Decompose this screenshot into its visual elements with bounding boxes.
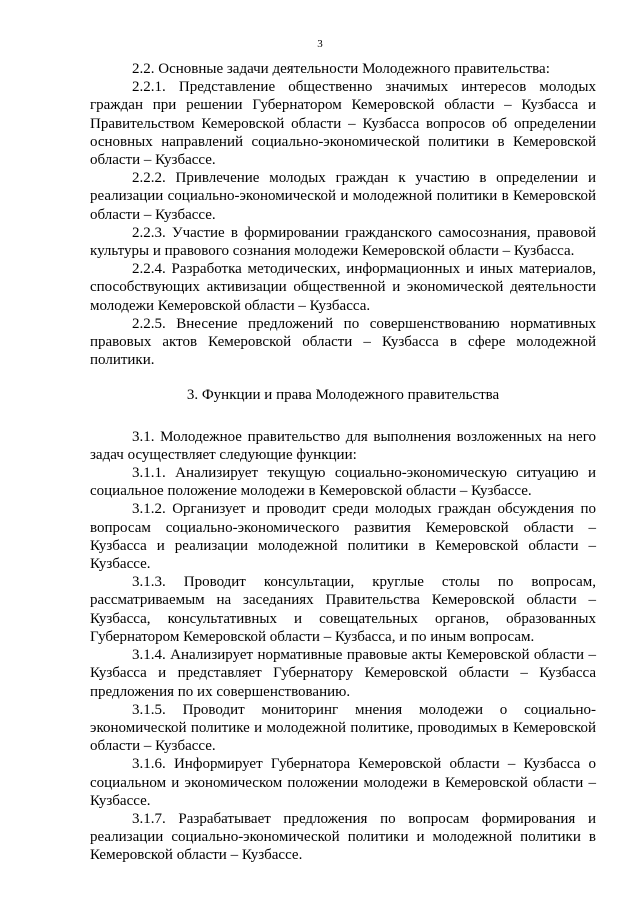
paragraph-2-2-3: 2.2.3. Участие в формировании гражданского самосознания, правовой культуры и правового сознания молодежи Кемеровской области – Кузбасса. [90,224,596,260]
paragraph-3-1-2: 3.1.2. Организует и проводит среди молодых граждан обсуждения по вопросам социально-экономического развития Кемеровской области – Кузбасса и реализации молодежной политики в Кемеровской области – Кузбассе. [90,501,596,573]
paragraph-3-1: 3.1. Молодежное правительство для выполнения возложенных на него задач осуществляет следующие функции: [90,428,596,463]
paragraph-2-2-1: 2.2.1. Представление общественно значимых интересов молодых граждан при решении Губернатором Кемеровской области – Кузбасса и Правительством Кемеровской области – Кузбасса вопросов об определении основных направлений социально-экономической политики в Кемеровской области – Кузбассе. [90,79,596,169]
paragraph-2-2-2: 2.2.2. Привлечение молодых граждан к участию в определении и реализации социально-экономической и молодежной политики в Кемеровской области – Кузбассе. [90,170,596,223]
paragraph-2-2-5: 2.2.5. Внесение предложений по совершенствованию нормативных правовых актов Кемеровской области – Кузбасса в сфере молодежной политики. [90,315,596,369]
paragraph-2-2: 2.2. Основные задачи деятельности Молодежного правительства: [132,61,550,77]
paragraph-3-1-7: 3.1.7. Разрабатывает предложения по вопросам формирования и реализации социально-экономической политики и молодежной политики в Кемеровской области – Кузбассе. [90,810,596,864]
section-3-heading: 3. Функции и права Молодежного правительства [186,387,500,404]
paragraph-3-1-6: 3.1.6. Информирует Губернатора Кемеровской области – Кузбасса о социальном и экономическом положении молодежи в Кемеровской области – Кузбассе. [90,756,596,809]
page-number: 3 [317,38,323,50]
paragraph-3-1-4: 3.1.4. Анализирует нормативные правовые акты Кемеровской области – Кузбасса и представляет Губернатору Кемеровской области – Кузбасса предложения по их совершенствованию. [90,647,596,700]
paragraph-3-1-5: 3.1.5. Проводит мониторинг мнения молодежи о социально-экономической политике и молодежной политике, проводимых в Кемеровской области – Кузбассе. [90,701,596,755]
document-body [90,60,596,865]
paragraph-3-1-1: 3.1.1. Анализирует текущую социально-экономическую ситуацию и социальное положение молодежи в Кемеровской области – Кузбассе. [90,465,596,500]
paragraph-2-2-4: 2.2.4. Разработка методических, информационных и иных материалов, способствующих активизации общественной и экономической деятельности молодежи Кемеровской области – Кузбасса. [90,261,596,314]
paragraph-3-1-3: 3.1.3. Проводит консультации, круглые столы по вопросам, рассматриваемым на заседаниях Правительства Кемеровской области – Кузбасса, консультативных и совещательных органов, образованных Губернатором Кемеровской области – Кузбасса, и по иным вопросам. [90,574,596,645]
